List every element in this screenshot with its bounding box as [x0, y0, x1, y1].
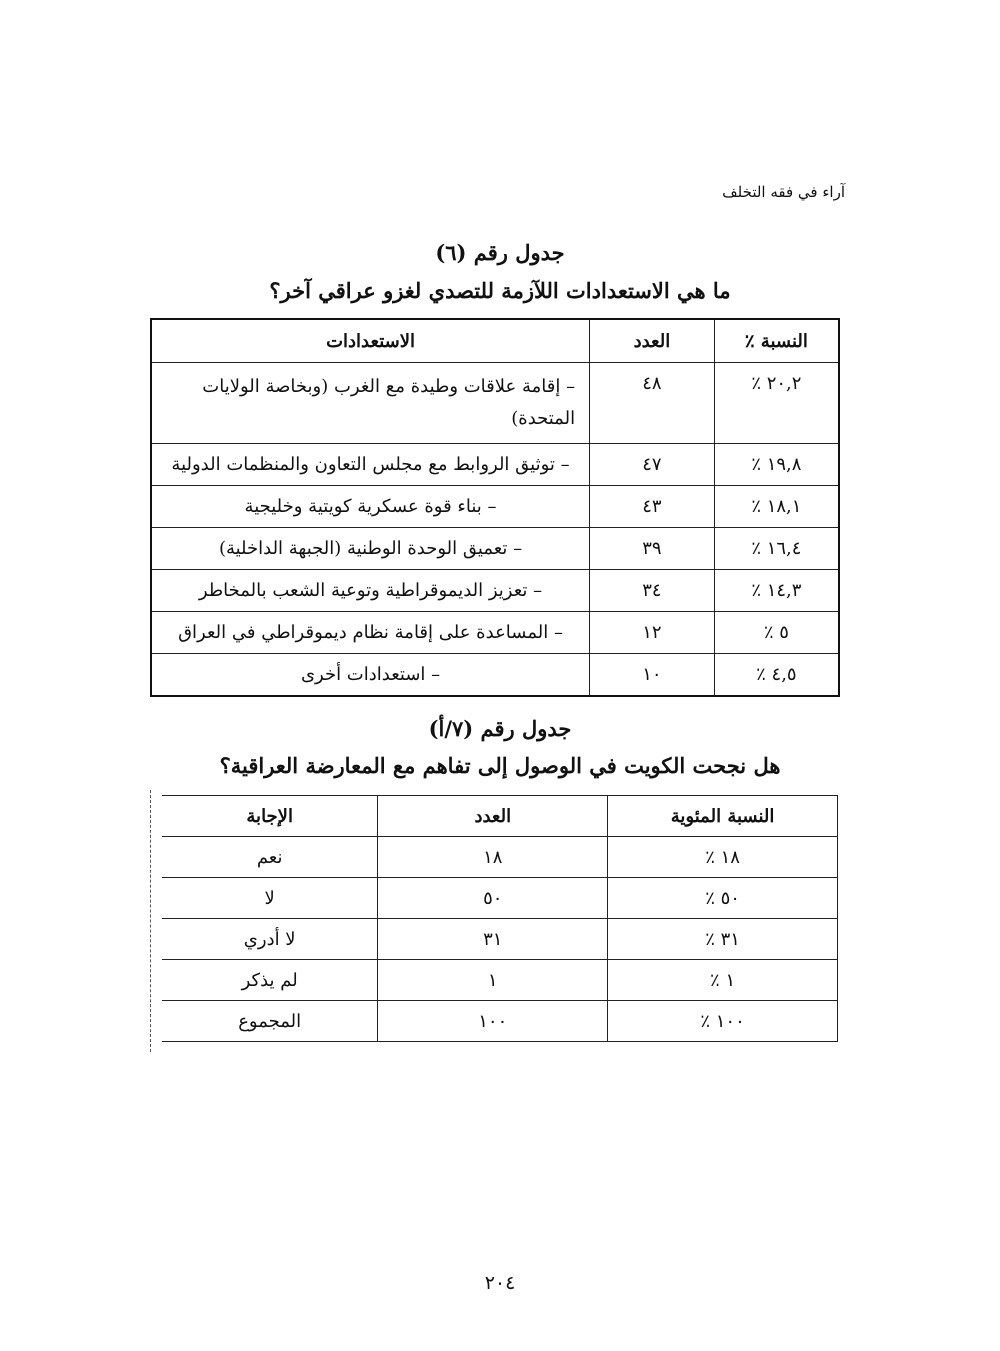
table7-header-row: [162, 796, 838, 837]
cell-percent: ١ ٪: [608, 960, 838, 1001]
cell-count: ١٠: [590, 654, 715, 697]
header-answer: الإجابة: [162, 796, 378, 837]
cell-count: ٤٣: [590, 486, 715, 528]
cell-preparation: – تعزيز الديموقراطية وتوعية الشعب بالمخاطر: [151, 570, 590, 612]
running-header: آراء في فقه التخلف: [722, 183, 845, 201]
cell-percent: ١٠٠ ٪: [608, 1001, 838, 1042]
table-row: [162, 1001, 838, 1042]
cell-count: ٣١: [378, 919, 608, 960]
cell-preparation: – إقامة علاقات وطيدة مع الغرب (وبخاصة الولايات المتحدة): [151, 363, 590, 444]
cell-count: ٣٩: [590, 528, 715, 570]
cell-percent: ٤,٥ ٪: [714, 654, 839, 697]
cell-answer: المجموع: [162, 1001, 378, 1042]
table-row: [162, 919, 838, 960]
cell-count: ٥٠: [378, 878, 608, 919]
table7-left-rule: [150, 790, 151, 1052]
cell-count: ٤٨: [590, 363, 715, 444]
table6-question: ما هي الاستعدادات اللآزمة للتصدي لغزو عراقي آخر؟: [269, 278, 731, 303]
header-preparations: الاستعدادات: [151, 319, 590, 363]
table6: [150, 318, 840, 697]
cell-percent: ١٩,٨ ٪: [714, 444, 839, 486]
table7-question: هل نجحت الكويت في الوصول إلى تفاهم مع المعارضة العراقية؟: [219, 753, 781, 778]
cell-preparation: – المساعدة على إقامة نظام ديموقراطي في العراق: [151, 612, 590, 654]
cell-count: ١٢: [590, 612, 715, 654]
cell-count: ٣٤: [590, 570, 715, 612]
table7-number: جدول رقم (٧/أ): [428, 716, 572, 741]
table-row: [151, 654, 839, 697]
cell-percent: ٣١ ٪: [608, 919, 838, 960]
cell-answer: نعم: [162, 837, 378, 878]
table-row: [162, 960, 838, 1001]
cell-percent: ١٨ ٪: [608, 837, 838, 878]
cell-percent: ٥٠ ٪: [608, 878, 838, 919]
header-count: العدد: [590, 319, 715, 363]
cell-count: ١٠٠: [378, 1001, 608, 1042]
cell-count: ١٨: [378, 837, 608, 878]
table-row: [151, 612, 839, 654]
cell-answer: لا أدري: [162, 919, 378, 960]
header-percent: النسبة المئوية: [608, 796, 838, 837]
page-number: ٢٠٤: [484, 1272, 516, 1294]
cell-percent: ١٤,٣ ٪: [714, 570, 839, 612]
header-percent: النسبة ٪: [714, 319, 839, 363]
cell-answer: لم يذكر: [162, 960, 378, 1001]
cell-percent: ١٦,٤ ٪: [714, 528, 839, 570]
cell-percent: ١٨,١ ٪: [714, 486, 839, 528]
table-row: [162, 837, 838, 878]
cell-percent: ٢٠,٢ ٪: [714, 363, 839, 444]
table6-number: جدول رقم (٦): [435, 240, 565, 265]
cell-answer: لا: [162, 878, 378, 919]
table-row: [151, 363, 839, 444]
table-row: [162, 878, 838, 919]
header-count: العدد: [378, 796, 608, 837]
cell-count: ٤٧: [590, 444, 715, 486]
table-row: [151, 528, 839, 570]
cell-preparation: – تعميق الوحدة الوطنية (الجبهة الداخلية): [151, 528, 590, 570]
cell-preparation: – بناء قوة عسكرية كويتية وخليجية: [151, 486, 590, 528]
table-row: [151, 486, 839, 528]
table7: [162, 795, 838, 1042]
cell-preparation: – استعدادات أخرى: [151, 654, 590, 697]
table-row: [151, 444, 839, 486]
table6-header-row: [151, 319, 839, 363]
cell-percent: ٥ ٪: [714, 612, 839, 654]
table-row: [151, 570, 839, 612]
cell-preparation: – توثيق الروابط مع مجلس التعاون والمنظمات الدولية: [151, 444, 590, 486]
cell-count: ١: [378, 960, 608, 1001]
